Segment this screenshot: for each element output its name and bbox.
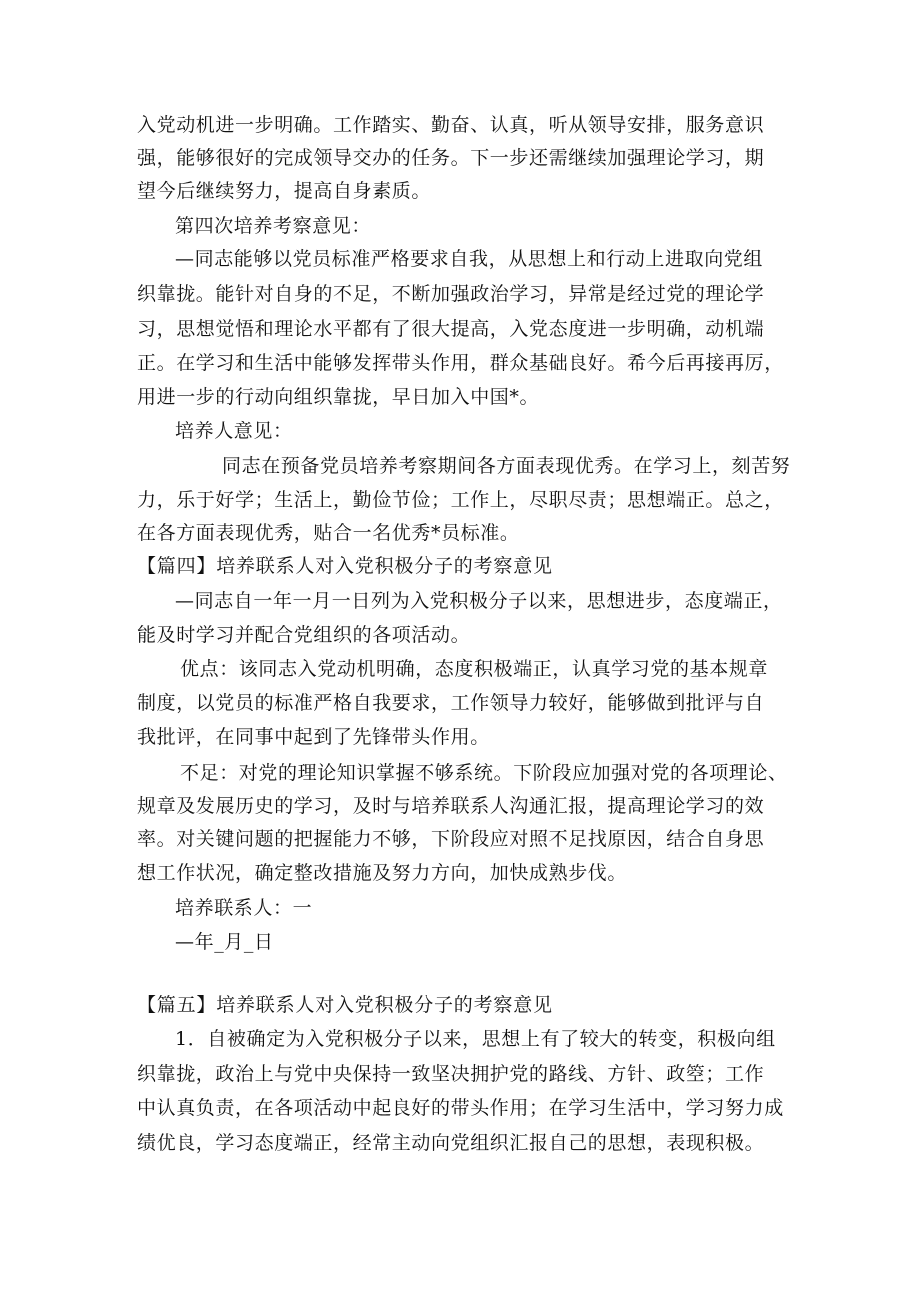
text-line: 不足：对党的理论知识掌握不够系统。下阶段应加强对党的各项理论、 (180, 762, 788, 784)
text-line: 同志在预备党员培养考察期间各方面表现优秀。在学习上，刻苦努 (222, 455, 791, 477)
text-line: 力，乐于好学；生活上，勤俭节俭；工作上，尽职尽责；思想端正。总之， (137, 489, 784, 511)
text-line: 织靠拢。能针对自身的不足，不断加强政治学习，异常是经过党的理论学 (137, 283, 765, 305)
text-line: 习，思想觉悟和理论水平都有了很大提高，入党态度进一步明确，动机端 (137, 318, 765, 340)
text-line: 用进一步的行动向组织靠拢，早日加入中国*。 (137, 386, 540, 408)
text-line: 在各方面表现优秀，贴合一名优秀*员标准。 (137, 522, 520, 544)
text-line: 优点：该同志入党动机明确，态度积极端正，认真学习党的基本规章 (180, 658, 769, 680)
date-line: —年_月_日 (175, 931, 274, 953)
text-line: 我批评，在同事中起到了先锋带头作用。 (137, 726, 490, 748)
section-heading: 培养人意见： (175, 420, 293, 442)
article-heading: 【篇五】培养联系人对入党积极分子的考察意见 (137, 994, 553, 1016)
text-line: 能及时学习并配合党组织的各项活动。 (137, 624, 471, 646)
article-heading: 【篇四】培养联系人对入党积极分子的考察意见 (137, 555, 553, 577)
text-line: 制度，以党员的标准严格自我要求，工作领导力较好，能够做到批评与自 (137, 692, 765, 714)
text-line: 中认真负责，在各项活动中起良好的带头作用；在学习生活中，学习努力成 (137, 1097, 784, 1119)
text-line: —同志能够以党员标准严格要求自我，从思想上和行动上进取向党组 (175, 248, 764, 270)
text-line: 入党动机进一步明确。工作踏实、勤奋、认真，听从领导安排，服务意识 (137, 114, 765, 136)
text-line: 规章及发展历史的学习，及时与培养联系人沟通汇报，提高理论学习的效 (137, 795, 765, 817)
signature-label: 培养联系人：一 (175, 897, 313, 919)
text-line: 强，能够很好的完成领导交办的任务。下一步还需继续加强理论学习，期 (137, 147, 765, 169)
text-line: 1．自被确定为入党积极分子以来，思想上有了较大的转变，积极向组 (175, 1028, 776, 1050)
text-line: 正。在学习和生活中能够发挥带头作用，群众基础良好。希今后再接再厉， (137, 352, 784, 374)
text-line: 想工作状况，确定整改措施及努力方向，加快成熟步伐。 (137, 862, 628, 884)
text-line: 率。对关键问题的把握能力不够，下阶段应对照不足找原因，结合自身思 (137, 828, 765, 850)
text-line: 绩优良，学习态度端正，经常主动向党组织汇报自己的思想，表现积极。 (137, 1132, 765, 1154)
text-line: 织靠拢，政治上与党中央保持一致坚决拥护党的路线、方针、政箜；工作 (137, 1063, 765, 1085)
section-heading: 第四次培养考察意见： (175, 215, 372, 237)
text-line: 望今后继续努力，提高自身素质。 (137, 180, 432, 202)
text-line: —同志自一年一月一日列为入党积极分子以来，思想进步，态度端正， (175, 590, 783, 612)
